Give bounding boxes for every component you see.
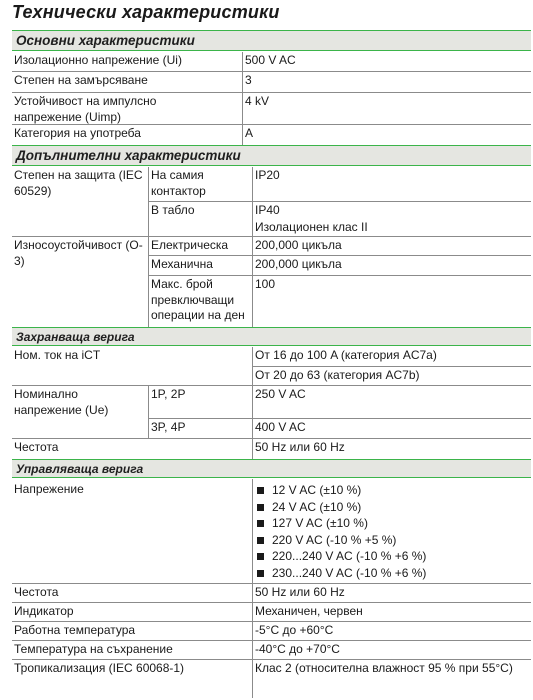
bullet-square-icon	[257, 537, 264, 544]
list-item: 12 V AC (±10 %)	[257, 482, 527, 499]
column-divider	[148, 386, 149, 438]
voltage-value-1: 250 V AC	[255, 387, 306, 401]
section-additional-header: Допълнителни характеристики	[12, 145, 531, 166]
row-value: 3	[245, 73, 252, 87]
table-row	[12, 52, 531, 72]
current-label: Ном. ток на iCT	[14, 348, 101, 362]
row-label: Работна температура	[14, 623, 136, 637]
column-divider	[252, 479, 253, 698]
table-row	[12, 93, 531, 125]
current-value-1: От 16 до 100 A (категория AC7a)	[255, 348, 437, 362]
voltage-label: Номинално напрежение (Ue)	[14, 387, 109, 417]
table-row	[12, 72, 531, 93]
row-value: -40°C до +70°C	[255, 642, 340, 656]
row-value: 500 V AC	[245, 53, 296, 67]
column-divider	[242, 52, 243, 145]
table-row	[12, 125, 531, 145]
max-ops-label: Макс. брой превключващи операции на ден	[151, 277, 245, 322]
list-item: 220 V AC (-10 % +5 %)	[257, 532, 527, 549]
row-value: Механичен, червен	[255, 604, 363, 618]
column-divider	[252, 167, 253, 327]
row-label: Тропикализация (IEC 60068-1)	[14, 661, 185, 675]
bullet-square-icon	[257, 520, 264, 527]
mechanical-value: 200,000 цикъла	[255, 257, 342, 271]
current-value-2: От 20 до 63 (категория AC7b)	[255, 368, 420, 382]
list-item: 220...240 V AC (-10 % +6 %)	[257, 548, 527, 565]
bullet-square-icon	[257, 504, 264, 511]
poles-3p-4p: 3P, 4P	[151, 420, 186, 434]
row-label: Устойчивост на импулсно напрежение (Uimp)	[14, 94, 157, 124]
row-label: Категория на употреба	[14, 126, 141, 140]
row-label: Индикатор	[14, 604, 74, 618]
row-label: Температура на съхранение	[14, 642, 173, 656]
frequency-value: 50 Hz или 60 Hz	[255, 440, 345, 454]
bullet-square-icon	[257, 570, 264, 577]
electrical-value: 200,000 цикъла	[255, 238, 342, 252]
list-item: 127 V AC (±10 %)	[257, 515, 527, 532]
durability-label: Износоустойчивост (O-3)	[14, 238, 143, 268]
bullet-square-icon	[257, 553, 264, 560]
bullet-square-icon	[257, 487, 264, 494]
mechanical-label: Механична	[151, 257, 213, 271]
frequency-label: Честота	[14, 440, 59, 454]
control-voltage-label: Напрежение	[14, 482, 84, 496]
row-label: Честота	[14, 585, 59, 599]
row-label: Изолационно напрежение (Ui)	[14, 53, 182, 67]
row-label: Степен на замърсяване	[14, 73, 148, 87]
row-value: 4 kV	[245, 94, 270, 108]
on-device-value: IP20	[255, 168, 280, 182]
electrical-label: Електрическа	[151, 238, 229, 252]
section-main-header: Основни характеристики	[12, 30, 531, 51]
on-device-label: На самия контактор	[151, 168, 206, 198]
section-control-header: Управляваща верига	[12, 459, 531, 478]
in-panel-value-1: IP40	[255, 203, 280, 217]
voltage-options-list	[257, 482, 527, 581]
protection-label: Степен на защита (IEC 60529)	[14, 168, 143, 198]
list-item: 24 V AC (±10 %)	[257, 499, 527, 516]
voltage-value-2: 400 V AC	[255, 420, 306, 434]
column-divider	[252, 347, 253, 459]
page-title: Технически характеристики	[12, 2, 280, 22]
row-value: A	[245, 126, 254, 140]
poles-1p-2p: 1P, 2P	[151, 387, 186, 401]
row-value: 50 Hz или 60 Hz	[255, 585, 345, 599]
in-panel-value-2: Изолационен клас II	[255, 220, 368, 234]
max-ops-value: 100	[255, 277, 276, 291]
list-item: 230...240 V AC (-10 % +6 %)	[257, 565, 527, 582]
row-value: Клас 2 (относителна влажност 95 % при 55°C)	[255, 661, 513, 675]
column-divider	[148, 167, 149, 327]
section-supply-header: Захранваща верига	[12, 327, 531, 346]
row-value: -5°C до +60°C	[255, 623, 334, 637]
in-panel-label: В табло	[151, 203, 195, 217]
